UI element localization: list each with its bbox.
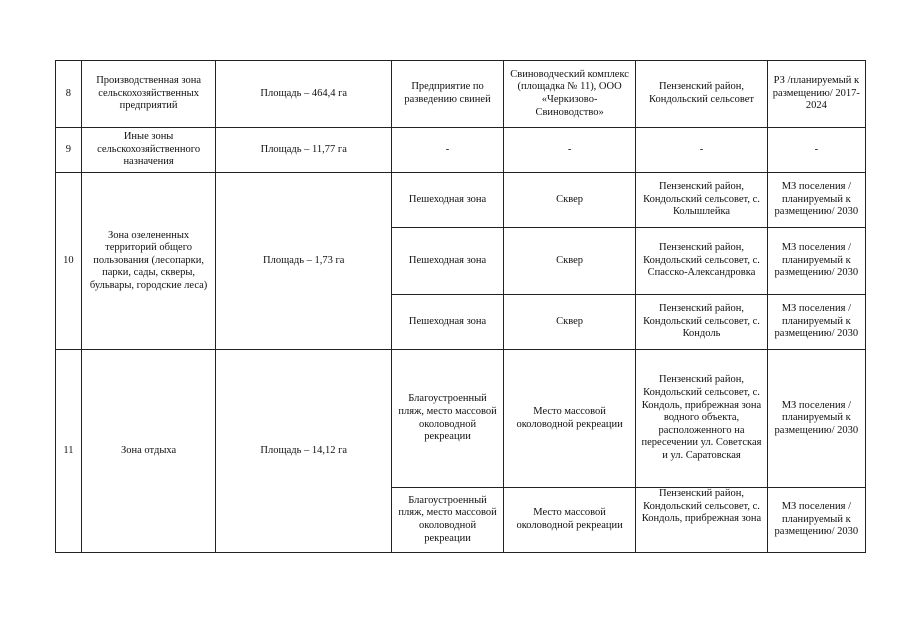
object-status: РЗ /планируемый к размещению/ 2017-2024 bbox=[767, 61, 865, 128]
object-status: МЗ поселения /планируемый к размещению/ 2030 bbox=[767, 295, 865, 350]
zone-area: Площадь – 14,12 га bbox=[216, 350, 392, 553]
object-location: Пензенский район, Кондольский сельсовет, с. Кондоль, прибрежная зона bbox=[636, 488, 767, 553]
object-name: Сквер bbox=[503, 173, 635, 228]
object-type: Предприятие по разведению свиней bbox=[392, 61, 504, 128]
object-location: Пензенский район, Кондольский сельсовет, с. Кондоль bbox=[636, 295, 767, 350]
object-status: МЗ поселения /планируемый к размещению/ 2030 bbox=[767, 228, 865, 295]
object-name: Место массовой околоводной рекреации bbox=[503, 488, 635, 553]
object-status: МЗ поселения /планируемый к размещению/ 2030 bbox=[767, 173, 865, 228]
zone-area: Площадь – 1,73 га bbox=[216, 173, 392, 350]
table-row-8 bbox=[56, 61, 866, 128]
zone-name: Зона отдыха bbox=[81, 350, 215, 553]
object-name: - bbox=[503, 128, 635, 173]
object-status: МЗ поселения /планируемый к размещению/ 2030 bbox=[767, 488, 865, 553]
zone-name: Зона озелененных территорий общего пользования (лесопарки, парки, сады, скверы, бульвары, городские леса) bbox=[81, 173, 215, 350]
object-location: Пензенский район, Кондольский сельсовет, с. Спасско-Александровка bbox=[636, 228, 767, 295]
object-location: - bbox=[636, 128, 767, 173]
object-location: Пензенский район, Кондольский сельсовет, с. Кондоль, прибрежная зона водного объекта, расположенного на пересечении ул. Советская и ул. Саратовская bbox=[636, 350, 767, 488]
object-type: Благоустроенный пляж, место массовой околоводной рекреации bbox=[392, 488, 504, 553]
object-type: Пешеходная зона bbox=[392, 173, 504, 228]
row-number: 10 bbox=[56, 173, 82, 350]
object-name: Место массовой околоводной рекреации bbox=[503, 350, 635, 488]
object-name: Сквер bbox=[503, 295, 635, 350]
object-status: МЗ поселения /планируемый к размещению/ 2030 bbox=[767, 350, 865, 488]
table-row-11 bbox=[56, 350, 866, 488]
row-number: 11 bbox=[56, 350, 82, 553]
object-type: Пешеходная зона bbox=[392, 295, 504, 350]
object-name: Сквер bbox=[503, 228, 635, 295]
row-number: 8 bbox=[56, 61, 82, 128]
zones-table bbox=[55, 60, 866, 553]
object-type: - bbox=[392, 128, 504, 173]
object-type: Благоустроенный пляж, место массовой околоводной рекреации bbox=[392, 350, 504, 488]
table-row-9 bbox=[56, 128, 866, 173]
table-row-10 bbox=[56, 173, 866, 228]
object-status: - bbox=[767, 128, 865, 173]
object-type: Пешеходная зона bbox=[392, 228, 504, 295]
zone-area: Площадь – 464,4 га bbox=[216, 61, 392, 128]
zone-name: Иные зоны сельскохозяйственного назначения bbox=[81, 128, 215, 173]
zone-area: Площадь – 11,77 га bbox=[216, 128, 392, 173]
zone-name: Производственная зона сельскохозяйственных предприятий bbox=[81, 61, 215, 128]
object-location: Пензенский район, Кондольский сельсовет, с. Колышлейка bbox=[636, 173, 767, 228]
object-name: Свиноводческий комплекс (площадка № 11), ООО «Черкизово-Свиноводство» bbox=[503, 61, 635, 128]
object-location: Пензенский район, Кондольский сельсовет bbox=[636, 61, 767, 128]
row-number: 9 bbox=[56, 128, 82, 173]
